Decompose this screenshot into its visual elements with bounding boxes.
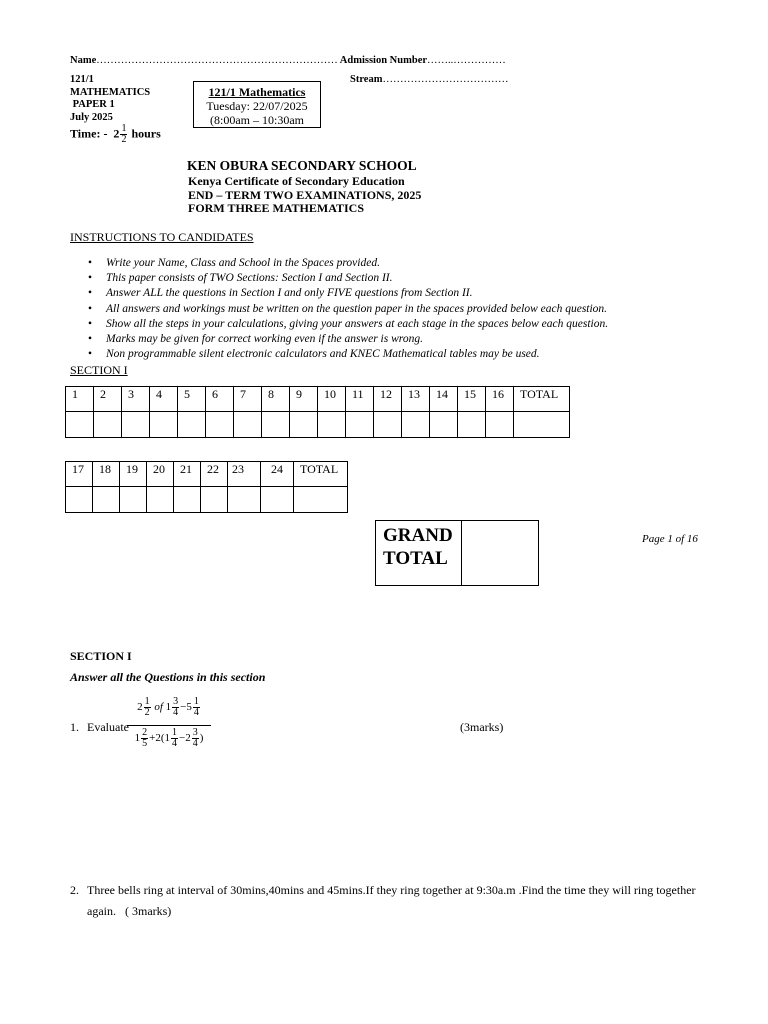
- q-header: 13: [402, 387, 430, 412]
- score-cell[interactable]: [93, 487, 120, 513]
- grand-total-line2: TOTAL: [383, 548, 448, 569]
- q-header: 2: [94, 387, 122, 412]
- section-heading: SECTION I: [70, 649, 132, 663]
- instruction-item: • All answers and workings must be written on the question paper in the spaces provided below each question.: [88, 302, 708, 317]
- q-header: 20: [147, 462, 174, 487]
- instruction-item: • Show all the steps in your calculations, giving your answers at each stage in the spaces below each question.: [88, 317, 708, 332]
- q-header: 10: [318, 387, 346, 412]
- score-cell[interactable]: [290, 412, 318, 438]
- total-header: TOTAL: [294, 462, 348, 487]
- q-header: 14: [430, 387, 458, 412]
- frac-den: 4: [171, 738, 177, 749]
- q-header: 1: [66, 387, 94, 412]
- score-cell[interactable]: [147, 487, 174, 513]
- frac-num: 1: [171, 727, 177, 738]
- score-cell[interactable]: [234, 412, 262, 438]
- exam-info-box: [193, 81, 321, 128]
- score-cell[interactable]: [374, 412, 402, 438]
- question-2-number: 2.: [70, 883, 79, 897]
- frac-den: 4: [193, 707, 199, 718]
- frac-den: 5: [142, 738, 148, 749]
- total-cell[interactable]: [514, 412, 570, 438]
- q-header: 3: [122, 387, 150, 412]
- instruction-item: • This paper consists of TWO Sections: Section I and Section II.: [88, 271, 708, 286]
- num-whole: 2: [137, 701, 143, 714]
- total-header: TOTAL: [514, 387, 570, 412]
- q-header: 18: [93, 462, 120, 487]
- question-1-expression: [127, 697, 211, 752]
- question-1-number: 1.: [70, 720, 79, 734]
- exam-box-day: Tuesday: 22/07/2025: [206, 99, 308, 113]
- exam-title: END – TERM TWO EXAMINATIONS, 2025: [188, 187, 422, 202]
- school-name: KEN OBURA SECONDARY SCHOOL: [187, 158, 417, 173]
- section-instruction: Answer all the Questions in this section: [70, 670, 266, 684]
- question-2-line2: again. ( 3marks): [87, 904, 172, 918]
- grand-total-line1: GRAND: [383, 525, 453, 546]
- score-cell[interactable]: [66, 487, 93, 513]
- instructions-heading: INSTRUCTIONS TO CANDIDATES: [70, 230, 254, 244]
- instruction-item: • Answer ALL the questions in Section I and only FIVE questions from Section II.: [88, 286, 708, 301]
- exam-box-title: 121/1 Mathematics: [208, 85, 306, 99]
- form-title: FORM THREE MATHEMATICS: [188, 201, 365, 215]
- den-whole: 1: [134, 732, 141, 745]
- frac-num: 3: [173, 696, 179, 707]
- instruction-item: • Marks may be given for correct working even if the answer is wrong.: [88, 332, 708, 347]
- fraction-bar: [127, 725, 211, 726]
- name-field[interactable]: ……………………………………………………………: [96, 55, 338, 66]
- time-fraction-num: 1: [121, 123, 127, 134]
- expr-denominator: [127, 728, 211, 752]
- close-paren: ): [199, 732, 204, 745]
- frac-num: 1: [193, 696, 199, 707]
- total-cell[interactable]: [294, 487, 348, 513]
- frac-den: 4: [192, 738, 198, 749]
- score-cell[interactable]: [150, 412, 178, 438]
- paper-code: 121/1: [70, 74, 94, 85]
- score-cell[interactable]: [458, 412, 486, 438]
- q-header: 16: [486, 387, 514, 412]
- stream-field[interactable]: ………………………………: [382, 74, 509, 85]
- score-table-section1: [65, 386, 570, 438]
- question-2-line1: Three bells ring at interval of 30mins,40mins and 45mins.If they ring together at 9:30a.m .Find the time they will ring together: [87, 883, 696, 897]
- grand-total-box: [375, 520, 539, 586]
- exam-titles: [188, 175, 421, 216]
- plus-term: +2(1: [149, 732, 170, 745]
- score-cell[interactable]: [318, 412, 346, 438]
- score-cell[interactable]: [94, 412, 122, 438]
- q-header: 12: [374, 387, 402, 412]
- frac-num: 3: [192, 727, 198, 738]
- frac-num: 1: [144, 696, 150, 707]
- page-number: Page 1 of 16: [642, 533, 698, 545]
- q-header: 24: [261, 462, 294, 487]
- q-header: 19: [120, 462, 147, 487]
- time-allowed: [70, 124, 161, 145]
- score-cell[interactable]: [66, 412, 94, 438]
- q-header: 4: [150, 387, 178, 412]
- of-word: of: [154, 701, 163, 714]
- q-header: 8: [262, 387, 290, 412]
- time-fraction-den: 2: [121, 134, 127, 145]
- stream-label: Stream: [350, 74, 383, 85]
- paper-date: July 2025: [70, 111, 113, 123]
- time-label: Time: - 2: [70, 126, 120, 141]
- q-header: 21: [174, 462, 201, 487]
- name-label: Name: [70, 55, 97, 66]
- q-header: 15: [458, 387, 486, 412]
- grand-total-label: [383, 524, 453, 570]
- score-cell[interactable]: [262, 412, 290, 438]
- section1-label: SECTION I: [70, 363, 128, 377]
- q-header: 9: [290, 387, 318, 412]
- score-cell[interactable]: [206, 412, 234, 438]
- q-header: 6: [206, 387, 234, 412]
- admission-field[interactable]: ……..……………: [427, 55, 506, 66]
- question-1-marks: (3marks): [460, 720, 504, 734]
- q-header: 17: [66, 462, 93, 487]
- q-header: 23: [228, 462, 261, 487]
- score-cell[interactable]: [201, 487, 228, 513]
- num-whole: 1: [165, 701, 172, 714]
- frac-den: 2: [144, 707, 150, 718]
- expr-numerator: [127, 697, 211, 721]
- frac-num: 2: [142, 727, 148, 738]
- instruction-item: • Non programmable silent electronic calculators and KNEC Mathematical tables may be used.: [88, 347, 708, 362]
- instructions-list: [88, 256, 708, 362]
- time-unit: hours: [131, 126, 161, 141]
- grand-total-cell[interactable]: [462, 521, 538, 585]
- stream-line: [350, 74, 508, 85]
- instruction-item: • Write your Name, Class and School in the Spaces provided.: [88, 256, 708, 271]
- paper-info: [70, 74, 150, 124]
- question-1-text: Evaluate: [87, 720, 129, 734]
- score-cell[interactable]: [178, 412, 206, 438]
- score-cell[interactable]: [122, 412, 150, 438]
- certificate-title: Kenya Certificate of Secondary Education: [188, 174, 405, 188]
- score-cell[interactable]: [430, 412, 458, 438]
- frac-den: 4: [173, 707, 179, 718]
- score-cell[interactable]: [174, 487, 201, 513]
- q-header: 7: [234, 387, 262, 412]
- exam-box-time: (8:00am – 10:30am: [210, 113, 304, 127]
- paper-number: PAPER 1: [70, 99, 115, 110]
- q-header: 11: [346, 387, 374, 412]
- minus-sign: −2: [178, 732, 191, 745]
- score-table-section2: [65, 461, 348, 513]
- score-cell[interactable]: [402, 412, 430, 438]
- q-header: 22: [201, 462, 228, 487]
- score-cell[interactable]: [346, 412, 374, 438]
- minus-sign: −5: [180, 701, 192, 714]
- name-line: [70, 55, 506, 66]
- admission-label: Admission Number: [339, 55, 428, 66]
- score-cell[interactable]: [261, 487, 294, 513]
- subject: MATHEMATICS: [70, 86, 151, 98]
- q-header: 5: [178, 387, 206, 412]
- score-cell[interactable]: [486, 412, 514, 438]
- score-cell[interactable]: [120, 487, 147, 513]
- score-cell[interactable]: [228, 487, 261, 513]
